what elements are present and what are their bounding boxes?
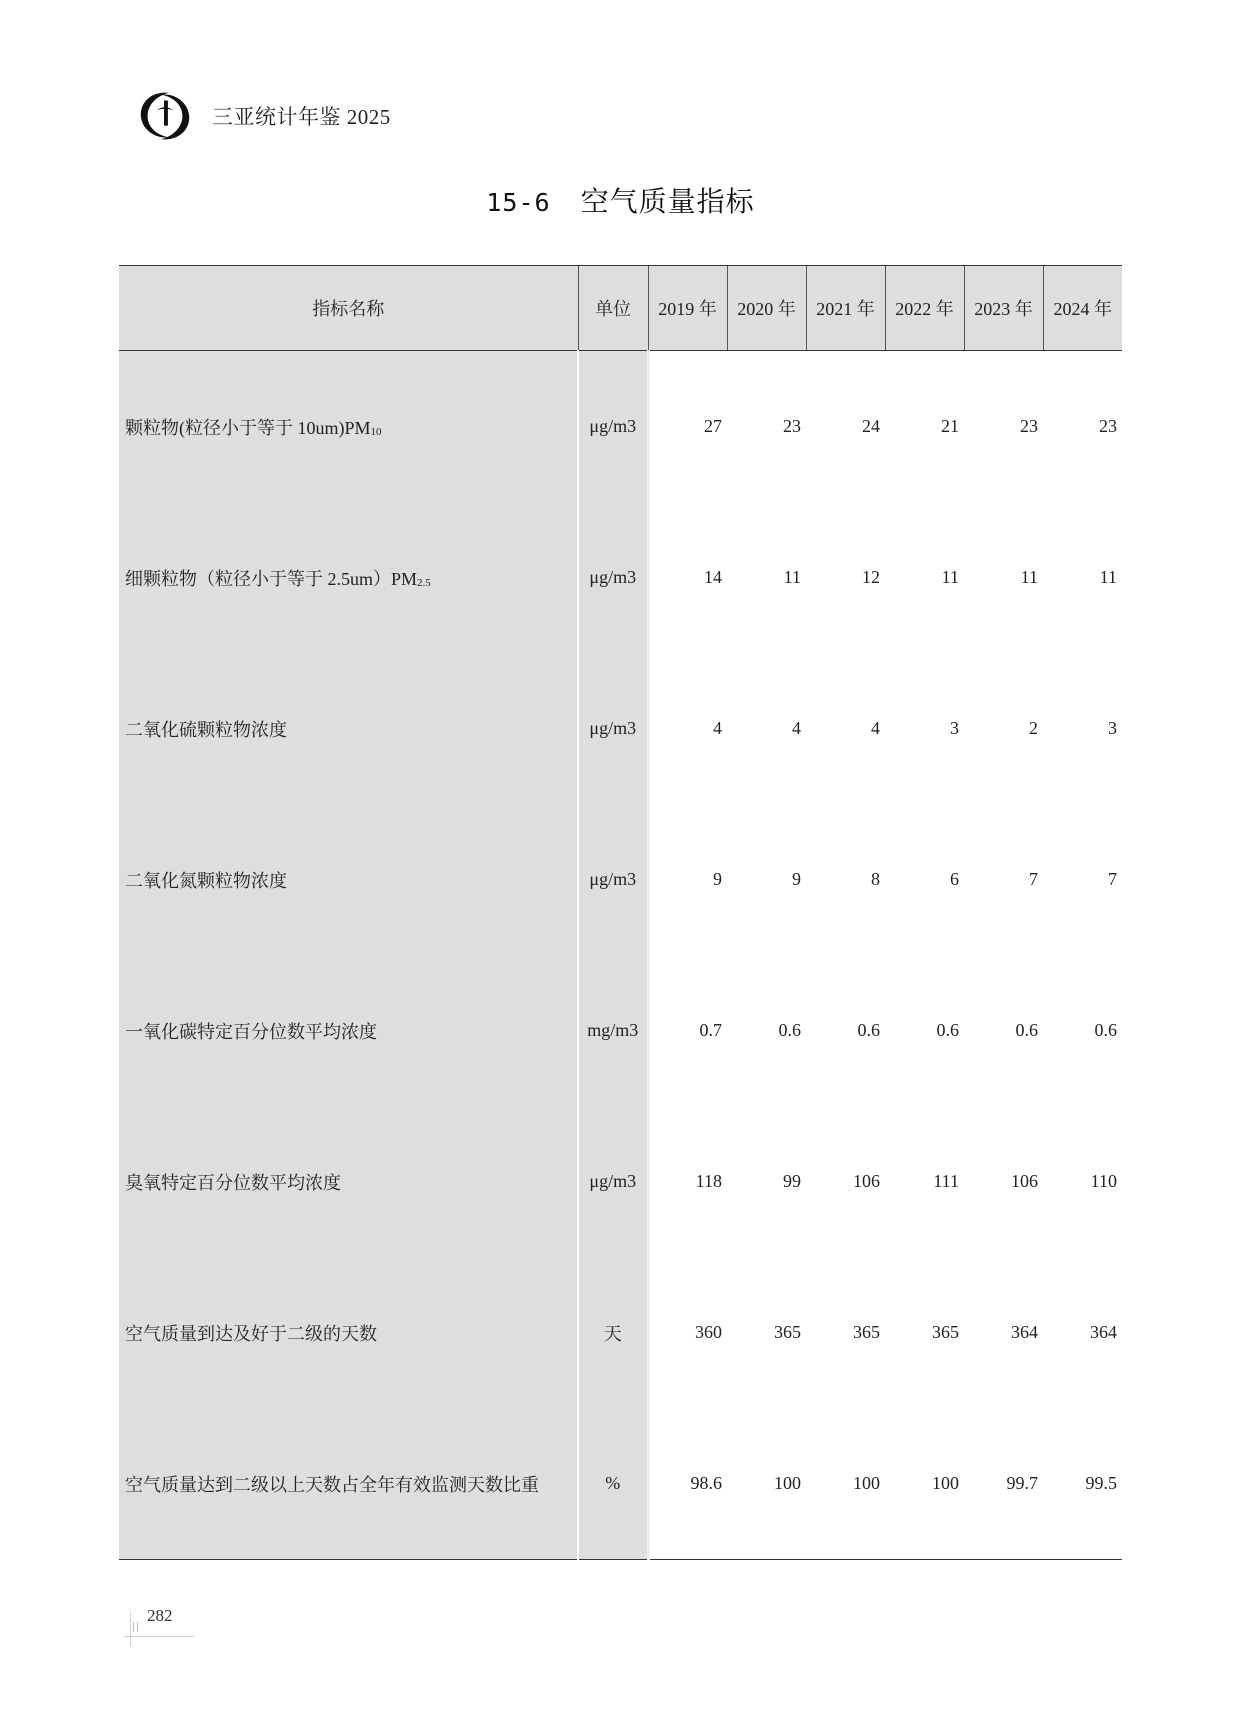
unit-cell: μg/m3 [578, 502, 648, 653]
value-cell-2020: 100 [727, 1408, 806, 1560]
value-cell-2023: 2 [1029, 718, 1038, 738]
value-cell-2020: 9 [792, 869, 801, 889]
table-row [119, 1408, 1122, 1560]
value-cell-2022: 100 [885, 1408, 964, 1560]
header-unit: 单位 [578, 266, 648, 351]
unit-cell: μg/m3 [578, 804, 648, 955]
value-cell-2021: 8 [871, 869, 880, 889]
value-cell-2020: 99 [783, 1171, 801, 1191]
value-cell-2024: 7 [1108, 869, 1117, 889]
header-year-2022: 2022 年 [885, 266, 964, 351]
indicator-name: 空气质量达到二级以上天数占全年有效监测天数比重 [125, 1474, 539, 1495]
air-quality-table [119, 265, 1122, 1560]
table-row [119, 1106, 1122, 1257]
value-cell-2023: 106 [1011, 1171, 1038, 1191]
value-cell-2024: 0.6 [1094, 1020, 1117, 1040]
table-row [119, 351, 1122, 503]
footer-rule [130, 1612, 131, 1646]
value-cell-2020: 23 [783, 416, 801, 436]
value-cell-2020: 365 [774, 1322, 801, 1342]
value-cell-2022: 21 [941, 416, 959, 436]
value-cell-2021: 0.6 [857, 1020, 880, 1040]
indicator-name: 臭氧特定百分位数平均浓度 [125, 1172, 341, 1193]
value-cell-2021: 12 [862, 567, 880, 587]
indicator-name-cell [119, 955, 578, 1106]
value-cell-2023: 11 [1020, 567, 1038, 587]
indicator-name-cell [119, 1408, 578, 1560]
value-cell-2022: 3 [950, 718, 959, 738]
value-cell-2023: 364 [1011, 1322, 1038, 1342]
unit-cell: μg/m3 [578, 351, 648, 503]
unit-cell: μg/m3 [578, 1106, 648, 1257]
indicator-name: 颗粒物(粒径小于等于 10um)PM [125, 417, 371, 438]
value-cell-2024: 23 [1099, 416, 1117, 436]
header-year-2024: 2024 年 [1043, 266, 1122, 351]
indicator-subscript: 2.5 [417, 576, 431, 589]
value-cell-2024: 11 [1099, 567, 1117, 587]
value-cell-2020: 11 [783, 567, 801, 587]
indicator-name: 空气质量到达及好于二级的天数 [125, 1323, 377, 1344]
page-number: 282 [147, 1606, 173, 1625]
page-footer [124, 1600, 194, 1637]
value-cell-2019: 0.7 [699, 1020, 722, 1040]
table-row [119, 502, 1122, 653]
indicator-subscript: 10 [370, 425, 382, 438]
table-title: 空气质量指标 [580, 187, 755, 218]
table-row [119, 653, 1122, 804]
footer-mark-icon [133, 1622, 138, 1632]
yearbook-title: 三亚统计年鉴 2025 [212, 105, 391, 129]
value-cell-2022: 365 [932, 1322, 959, 1342]
indicator-name-cell [119, 502, 578, 653]
value-cell-2023: 23 [1020, 416, 1038, 436]
value-cell-2019: 27 [704, 416, 722, 436]
page-header [136, 86, 391, 146]
unit-cell: % [578, 1408, 648, 1560]
value-cell-2024: 110 [1090, 1171, 1117, 1191]
value-cell-2020: 0.6 [778, 1020, 801, 1040]
value-cell-2021: 4 [871, 718, 880, 738]
value-cell-2020: 4 [792, 718, 801, 738]
value-cell-2022: 111 [933, 1171, 959, 1191]
page-title [0, 180, 1241, 220]
indicator-name-cell [119, 351, 578, 503]
table-row [119, 804, 1122, 955]
value-cell-2022: 0.6 [936, 1020, 959, 1040]
table-number: 15-6 [486, 188, 551, 217]
value-cell-2023: 7 [1029, 869, 1038, 889]
value-cell-2021: 106 [853, 1171, 880, 1191]
value-cell-2019: 9 [713, 869, 722, 889]
value-cell-2024: 3 [1108, 718, 1117, 738]
indicator-name-cell [119, 1106, 578, 1257]
value-cell-2019: 98.6 [648, 1408, 727, 1560]
indicator-name: 二氧化硫颗粒物浓度 [125, 719, 287, 740]
indicator-name: 一氧化碳特定百分位数平均浓度 [125, 1021, 377, 1042]
indicator-name-cell [119, 653, 578, 804]
header-indicator-name: 指标名称 [119, 266, 578, 351]
value-cell-2024: 364 [1090, 1322, 1117, 1342]
indicator-name-cell [119, 804, 578, 955]
indicator-name-cell [119, 1257, 578, 1408]
value-cell-2019: 118 [695, 1171, 722, 1191]
value-cell-2021: 100 [806, 1408, 885, 1560]
unit-cell: mg/m3 [578, 955, 648, 1106]
table-row [119, 1257, 1122, 1408]
value-cell-2023: 99.7 [964, 1408, 1043, 1560]
header-year-2019: 2019 年 [648, 266, 727, 351]
value-cell-2023: 0.6 [1015, 1020, 1038, 1040]
header-year-2021: 2021 年 [806, 266, 885, 351]
value-cell-2022: 6 [950, 869, 959, 889]
value-cell-2019: 4 [713, 718, 722, 738]
statistics-yearbook-logo-icon [136, 87, 194, 145]
value-cell-2022: 11 [941, 567, 959, 587]
value-cell-2021: 24 [862, 416, 880, 436]
value-cell-2024: 99.5 [1043, 1408, 1122, 1560]
value-cell-2019: 360 [695, 1322, 722, 1342]
value-cell-2019: 14 [704, 567, 722, 587]
header-year-2020: 2020 年 [727, 266, 806, 351]
table-row [119, 955, 1122, 1106]
value-cell-2021: 365 [853, 1322, 880, 1342]
table-header-row [119, 266, 1122, 351]
unit-cell: 天 [578, 1257, 648, 1408]
indicator-name: 细颗粒物（粒径小于等于 2.5um）PM [125, 568, 418, 589]
unit-cell: μg/m3 [578, 653, 648, 804]
header-year-2023: 2023 年 [964, 266, 1043, 351]
indicator-name: 二氧化氮颗粒物浓度 [125, 870, 287, 891]
